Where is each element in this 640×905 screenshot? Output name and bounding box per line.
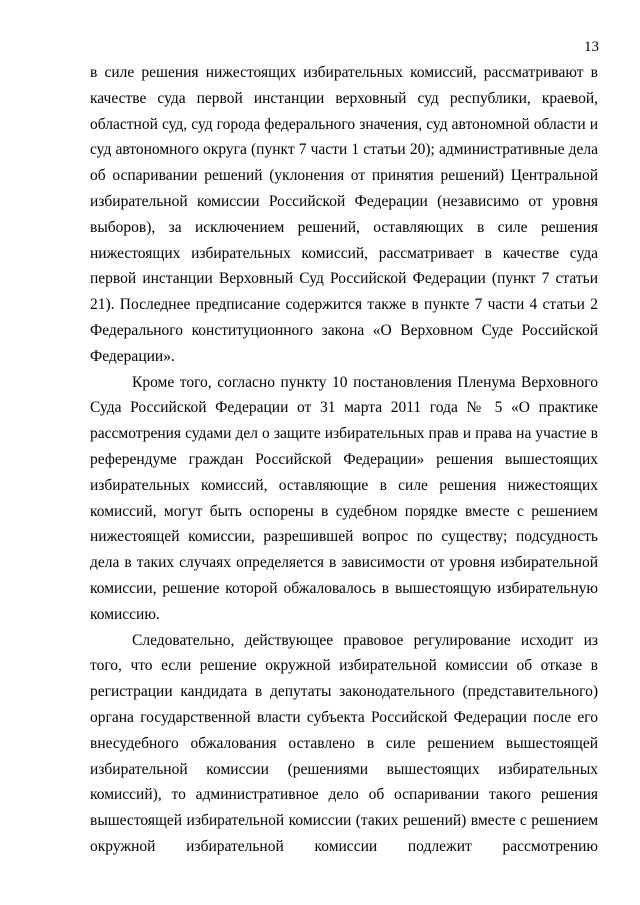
paragraph-continued: в силе решения нижестоящих избирательных комиссий, рассматривают в качестве суда первой инстанции верховный суд республики, краевой, областной суд, суд города федерального значения, суд автономной области и суд автономного округа (пункт 7 части 1 статьи 20); административные дела об оспаривании решений (уклонения от принятия решений) Центральной избирательной комиссии Российской Федерации (независимо от уровня выборов), за исключением решений, оставляющих в силе решения нижестоящих избирательных комиссий, рассматривает в качестве суда первой инстанции Верховный Суд Российской Федерации (пункт 7 статьи 21). Последнее предписание содержится также в пункте 7 части 4 статьи 2 Федерального конституционного закона «О Верховном Суде Российской Федерации». — [90, 64, 598, 365]
paragraph-kroome-togo: Кроме того, согласно пункту 10 постановления Пленума Верховного Суда Российской Федерации от 31 марта 2011 года № 5 «О практике рассмотрения судами дел о защите избирательных прав и права на участие в референдуме граждан Российской Федерации» решения вышестоящих избирательных комиссий, оставляющие в силе решения нижестоящих комиссий, могут быть оспорены в судебном порядке вместе с решением нижестоящей комиссии, разрешившей вопрос по существу; подсудность дела в таких случаях определяется в зависимости от уровня избирательной комиссии, решение которой обжаловалось в вышестоящую избирательную комиссию. — [90, 373, 598, 623]
page-number: 13 — [584, 39, 599, 55]
document-body — [90, 60, 598, 860]
paragraph-sledovatelno: Следовательно, действующее правовое регулирование исходит из того, что если решение окружной избирательной комиссии об отказе в регистрации кандидата в депутаты законодательного (представительного) органа государственной власти субъекта Российской Федерации после его внесудебного обжалования оставлено в силе решением вышестоящей избирательной комиссии (решениями вышестоящих избирательных комиссий), то административное дело об оспаривании такого решения вышестоящей избирательной комиссии (таких решений) вместе с решением окружной избирательной комиссии подлежит рассмотрению — [90, 631, 598, 855]
